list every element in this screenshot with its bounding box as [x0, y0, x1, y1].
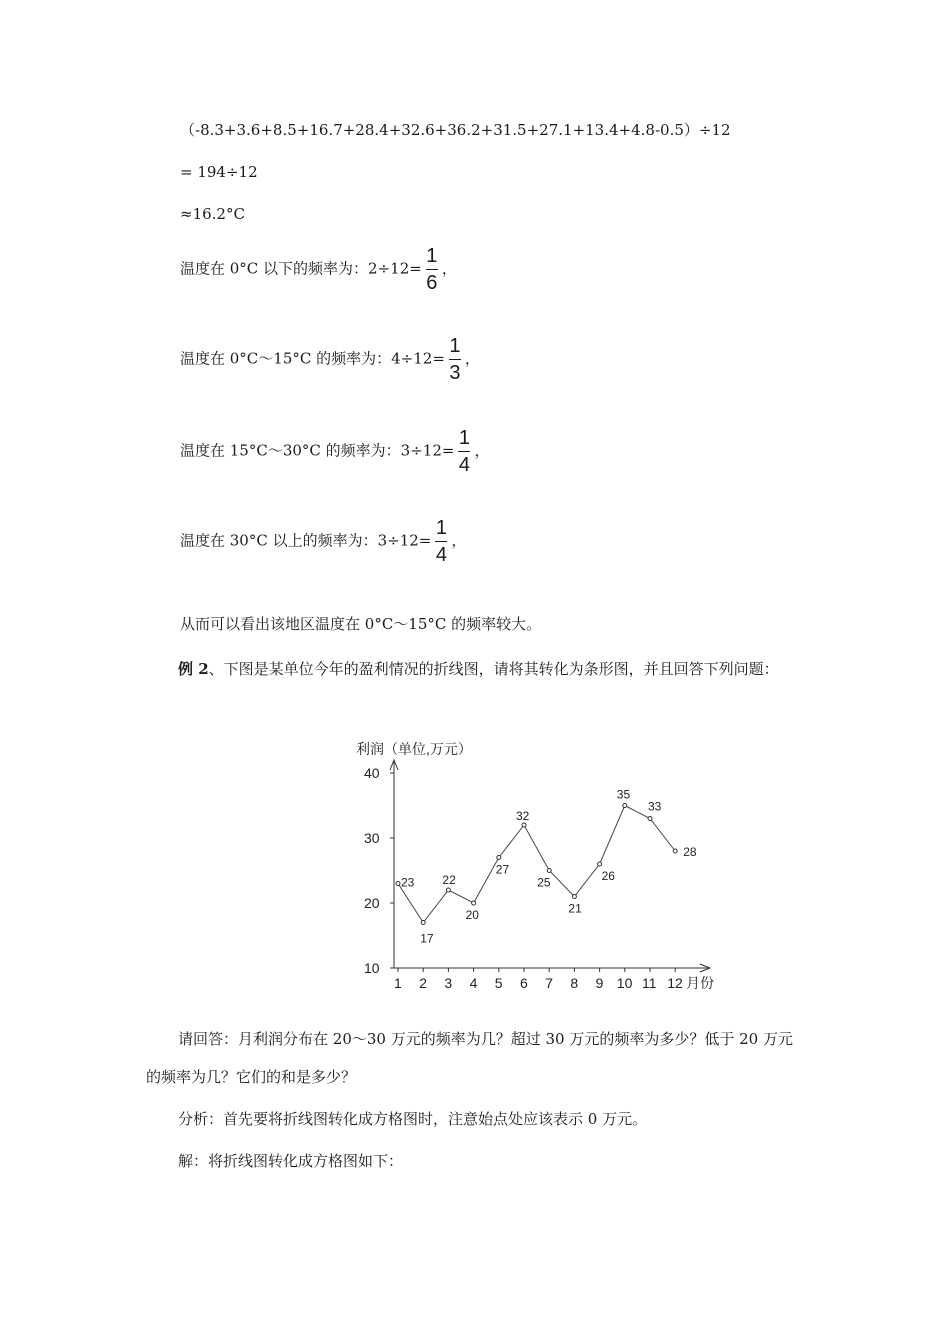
- fraction: [449, 334, 461, 385]
- data-label: 17: [420, 931, 434, 946]
- freq-text: 温度在 15°C～30°C 的频率为：3÷12=: [180, 441, 455, 460]
- x-tick-label: 5: [494, 975, 503, 991]
- data-point: [497, 856, 501, 860]
- calc-line-2: = 194÷12: [180, 163, 258, 181]
- x-tick-label: 6: [520, 975, 528, 991]
- freq-tail: ，: [441, 259, 457, 278]
- data-label: 20: [465, 908, 479, 922]
- fraction-denominator: 4: [435, 544, 447, 566]
- x-tick-label: 1: [394, 975, 402, 991]
- fraction-denominator: 6: [426, 272, 438, 294]
- x-tick-label: 4: [469, 975, 478, 991]
- x-tick-label: 12: [667, 975, 683, 991]
- fraction-numerator: 1: [426, 245, 438, 267]
- freq-tail: ，: [464, 349, 480, 368]
- freq-text: 温度在 30°C 以上的频率为：3÷12=: [180, 531, 432, 550]
- freq-line-4: [180, 516, 466, 567]
- data-point: [547, 869, 551, 873]
- freq-tail: ，: [451, 531, 467, 550]
- data-label: 21: [568, 901, 582, 916]
- x-axis-label: 月份: [686, 975, 714, 991]
- fraction: [458, 426, 470, 477]
- data-label: 26: [601, 869, 615, 883]
- data-point: [572, 895, 576, 899]
- data-point: [421, 921, 425, 925]
- x-tick-label: 10: [616, 975, 633, 991]
- x-tick-label: 9: [595, 975, 604, 991]
- freq-text: 温度在 0°C 以下的频率为：2÷12=: [180, 259, 422, 278]
- x-tick-label: 11: [642, 975, 657, 991]
- fraction-numerator: 1: [458, 427, 470, 449]
- freq-line-1: [180, 244, 457, 295]
- data-point: [446, 888, 450, 892]
- freq-tail: ，: [474, 441, 490, 460]
- freq-line-3: [180, 426, 489, 477]
- fraction-numerator: 1: [435, 517, 447, 539]
- fraction-denominator: 3: [449, 362, 461, 384]
- data-label: 33: [648, 799, 662, 814]
- x-tick-label: 2: [419, 975, 427, 991]
- analysis-paragraph: 分析：首先要将折线图转化成方格图时，注意始点处应该表示 0 万元。: [178, 1110, 648, 1128]
- y-tick-label: 10: [364, 960, 380, 976]
- fraction-numerator: 1: [449, 335, 461, 357]
- calc-line-1: （-8.3+3.6+8.5+16.7+28.4+32.6+36.2+31.5+27.1+13.4+4.8-0.5）÷12: [180, 121, 731, 139]
- data-label: 28: [683, 845, 697, 859]
- data-point: [623, 804, 627, 808]
- data-label: 22: [442, 873, 456, 887]
- data-label: 35: [616, 787, 631, 802]
- data-point: [673, 849, 677, 853]
- data-point: [522, 823, 526, 827]
- y-tick-label: 30: [364, 830, 380, 846]
- fraction-denominator: 4: [458, 454, 470, 476]
- example-label: 例 2: [178, 660, 209, 678]
- calc-line-3: ≈16.2°C: [180, 205, 245, 223]
- question-paragraph: 请回答：月利润分布在 20～30 万元的频率为几？超过 30 万元的频率为多少？低于 20 万元的频率为几？它们的和是多少？: [146, 1030, 793, 1086]
- data-point: [598, 862, 602, 866]
- y-tick-label: 20: [364, 895, 380, 911]
- data-label: 27: [495, 862, 510, 877]
- fraction: [435, 516, 447, 567]
- solution-paragraph: 解：将折线图转化成方格图如下：: [178, 1152, 404, 1170]
- data-label: 23: [401, 875, 415, 890]
- example-text: 、下图是某单位今年的盈利情况的折线图，请将其转化为条形图，并且回答下列问题：: [208, 660, 779, 678]
- y-tick-label: 40: [364, 765, 380, 781]
- x-tick-label: 8: [570, 975, 579, 991]
- data-label: 25: [537, 875, 551, 890]
- fraction: [426, 244, 438, 295]
- freq-line-2: [180, 334, 480, 385]
- conclusion: 从而可以看出该地区温度在 0°C～15°C 的频率较大。: [180, 615, 542, 633]
- chart-title: 利润（单位,万元）: [356, 741, 472, 757]
- data-point: [648, 817, 652, 821]
- example-paragraph: [146, 650, 806, 688]
- data-point: [396, 882, 400, 886]
- series-line: [398, 806, 675, 923]
- freq-text: 温度在 0°C～15°C 的频率为：4÷12=: [180, 349, 445, 368]
- data-label: 32: [516, 809, 530, 823]
- x-tick-label: 7: [545, 975, 553, 991]
- data-point: [472, 901, 476, 905]
- profit-line-chart: [346, 738, 726, 993]
- x-tick-label: 3: [444, 975, 453, 991]
